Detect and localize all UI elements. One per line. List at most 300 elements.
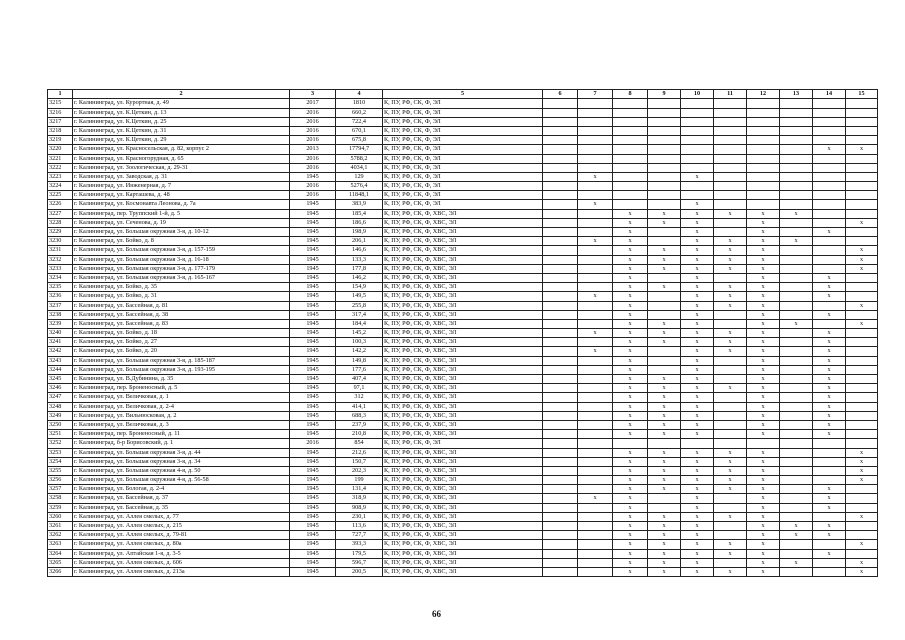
mark-cell-8: x (613, 448, 648, 457)
row-number: 3250 (48, 420, 73, 429)
mark-cell-13 (780, 310, 813, 319)
mark-cell-9: x (648, 540, 681, 549)
mark-cell-13 (780, 136, 813, 145)
works-cell: К, ПУ, РФ, СК, Ф, ЭЛ (383, 439, 543, 448)
mark-cell-14 (813, 448, 846, 457)
works-cell: К, ПУ, РФ, СК, Ф, ХВС, ЭЛ (383, 218, 543, 227)
mark-cell-14: x (813, 402, 846, 411)
mark-cell-7 (578, 163, 613, 172)
area-cell: 722,4 (336, 117, 383, 126)
mark-cell-14: x (813, 273, 846, 282)
mark-cell-12 (747, 108, 780, 117)
mark-cell-14: x (813, 420, 846, 429)
mark-cell-13 (780, 540, 813, 549)
table-row (48, 402, 878, 411)
mark-cell-7 (578, 420, 613, 429)
mark-cell-6 (543, 384, 578, 393)
mark-cell-10: x (681, 558, 714, 567)
row-number: 3258 (48, 494, 73, 503)
mark-cell-11: x (714, 549, 747, 558)
year-cell: 1945 (290, 485, 336, 494)
mark-cell-14: x (813, 365, 846, 374)
mark-cell-11 (714, 503, 747, 512)
mark-cell-10: x (681, 347, 714, 356)
mark-cell-15: x (846, 540, 878, 549)
year-cell: 1945 (290, 292, 336, 301)
mark-cell-12: x (747, 283, 780, 292)
buildings-table (47, 89, 878, 577)
mark-cell-8: x (613, 567, 648, 576)
table-row (48, 512, 878, 521)
mark-cell-8: x (613, 485, 648, 494)
works-cell: К, ПУ, РФ, СК, Ф, ХВС, ЭЛ (383, 237, 543, 246)
works-cell: К, ПУ, РФ, СК, Ф, ХВС, ЭЛ (383, 457, 543, 466)
works-cell: К, ПУ, РФ, СК, Ф, ХВС, ЭЛ (383, 558, 543, 567)
address-cell: г. Калининград, ул. Бассейная, д. 81 (73, 301, 290, 310)
mark-cell-15 (846, 182, 878, 191)
mark-cell-7 (578, 439, 613, 448)
mark-cell-11: x (714, 448, 747, 457)
address-cell: г. Калининград, ул. Бойко, д. 27 (73, 338, 290, 347)
mark-cell-13 (780, 200, 813, 209)
mark-cell-12: x (747, 549, 780, 558)
mark-cell-12: x (747, 292, 780, 301)
works-cell: К, ПУ, РФ, СК, Ф, ХВС, ЭЛ (383, 494, 543, 503)
area-cell: 184,4 (336, 319, 383, 328)
address-cell: г. Калининград, ул. Большая окружная 4-я, д. 56-58 (73, 476, 290, 485)
works-cell: К, ПУ, РФ, СК, Ф, ХВС, ЭЛ (383, 384, 543, 393)
mark-cell-14 (813, 567, 846, 576)
year-cell: 2013 (290, 145, 336, 154)
row-number: 3261 (48, 522, 73, 531)
mark-cell-13 (780, 172, 813, 181)
year-cell: 1945 (290, 402, 336, 411)
mark-cell-11: x (714, 329, 747, 338)
address-cell: г. Калининград, ул. Бойко, д. 35 (73, 283, 290, 292)
mark-cell-13 (780, 448, 813, 457)
mark-cell-6 (543, 99, 578, 108)
row-number: 3239 (48, 319, 73, 328)
mark-cell-13 (780, 494, 813, 503)
mark-cell-14 (813, 540, 846, 549)
mark-cell-9 (648, 301, 681, 310)
mark-cell-6 (543, 145, 578, 154)
mark-cell-10: x (681, 430, 714, 439)
mark-cell-9: x (648, 375, 681, 384)
address-cell: г. Калининград, б-р Борисовский, д. 1 (73, 439, 290, 448)
address-cell: г. Калининград, ул. Бойко, д. 20 (73, 347, 290, 356)
address-cell: г. Калининград, ул. Аллея смелых, д. 80а (73, 540, 290, 549)
mark-cell-9 (648, 154, 681, 163)
area-cell: 908,9 (336, 503, 383, 512)
mark-cell-9: x (648, 393, 681, 402)
mark-cell-8: x (613, 292, 648, 301)
table-row (48, 329, 878, 338)
works-cell: К, ПУ, РФ, СК, Ф, ХВС, ЭЛ (383, 301, 543, 310)
mark-cell-10 (681, 145, 714, 154)
address-cell: г. Калининград, ул. Большая окружная 3-я, д. 193-195 (73, 365, 290, 374)
mark-cell-11 (714, 154, 747, 163)
mark-cell-12 (747, 154, 780, 163)
mark-cell-15 (846, 191, 878, 200)
mark-cell-11: x (714, 246, 747, 255)
year-cell: 1945 (290, 200, 336, 209)
mark-cell-7 (578, 503, 613, 512)
works-cell: К, ПУ, РФ, СК, Ф, ХВС, ЭЛ (383, 512, 543, 521)
works-cell: К, ПУ, РФ, СК, Ф, ХВС, ЭЛ (383, 503, 543, 512)
mark-cell-13 (780, 163, 813, 172)
year-cell: 1945 (290, 338, 336, 347)
row-number: 3247 (48, 393, 73, 402)
address-cell: г. Калининград, ул. В.Дубинина, д. 35 (73, 375, 290, 384)
table-row (48, 439, 878, 448)
mark-cell-7 (578, 99, 613, 108)
table-row (48, 283, 878, 292)
mark-cell-10 (681, 163, 714, 172)
mark-cell-8: x (613, 457, 648, 466)
mark-cell-13: x (780, 209, 813, 218)
mark-cell-15 (846, 430, 878, 439)
mark-cell-6 (543, 476, 578, 485)
mark-cell-11: x (714, 338, 747, 347)
year-cell: 1945 (290, 283, 336, 292)
table-row (48, 154, 878, 163)
mark-cell-8: x (613, 375, 648, 384)
mark-cell-7 (578, 310, 613, 319)
mark-cell-12: x (747, 512, 780, 521)
mark-cell-14 (813, 172, 846, 181)
mark-cell-14 (813, 136, 846, 145)
mark-cell-13 (780, 420, 813, 429)
area-cell: 318,9 (336, 494, 383, 503)
year-cell: 1945 (290, 246, 336, 255)
mark-cell-6 (543, 549, 578, 558)
table-row (48, 466, 878, 475)
area-cell: 206,1 (336, 237, 383, 246)
area-cell: 17794,7 (336, 145, 383, 154)
mark-cell-13 (780, 393, 813, 402)
mark-cell-14 (813, 255, 846, 264)
mark-cell-9: x (648, 522, 681, 531)
year-cell: 1945 (290, 567, 336, 576)
mark-cell-8: x (613, 310, 648, 319)
row-number: 3218 (48, 126, 73, 135)
mark-cell-8: x (613, 512, 648, 521)
mark-cell-8: x (613, 338, 648, 347)
table-row (48, 126, 878, 135)
mark-cell-9: x (648, 567, 681, 576)
header-cell-14: 14 (813, 90, 846, 99)
mark-cell-14 (813, 182, 846, 191)
works-cell: К, ПУ, РФ, СК, Ф, ХВС, ЭЛ (383, 393, 543, 402)
mark-cell-14 (813, 117, 846, 126)
mark-cell-7 (578, 255, 613, 264)
year-cell: 1945 (290, 558, 336, 567)
table-row (48, 237, 878, 246)
mark-cell-11 (714, 558, 747, 567)
row-number: 3223 (48, 172, 73, 181)
address-cell: г. Калининград, ул. Красногорудная, д. 65 (73, 154, 290, 163)
year-cell: 2016 (290, 108, 336, 117)
table-row (48, 485, 878, 494)
mark-cell-11 (714, 319, 747, 328)
works-cell: К, ПУ, РФ, СК, Ф, ХВС, ЭЛ (383, 549, 543, 558)
mark-cell-10: x (681, 273, 714, 282)
mark-cell-7 (578, 430, 613, 439)
mark-cell-11 (714, 393, 747, 402)
address-cell: г. Калининград, ул. Заводская, д. 31 (73, 172, 290, 181)
mark-cell-10: x (681, 255, 714, 264)
area-cell: 199 (336, 476, 383, 485)
mark-cell-12 (747, 99, 780, 108)
mark-cell-12: x (747, 228, 780, 237)
mark-cell-14: x (813, 411, 846, 420)
header-cell-4: 4 (336, 90, 383, 99)
mark-cell-14 (813, 264, 846, 273)
mark-cell-9: x (648, 218, 681, 227)
year-cell: 1945 (290, 540, 336, 549)
mark-cell-11: x (714, 384, 747, 393)
mark-cell-12: x (747, 494, 780, 503)
works-cell: К, ПУ, РФ, СК, Ф, ХВС, ЭЛ (383, 540, 543, 549)
mark-cell-7 (578, 338, 613, 347)
year-cell: 1945 (290, 503, 336, 512)
mark-cell-8 (613, 191, 648, 200)
address-cell: г. Калининград, ул. Бойко, д. 31 (73, 292, 290, 301)
mark-cell-6 (543, 154, 578, 163)
area-cell: 146,6 (336, 246, 383, 255)
year-cell: 1945 (290, 448, 336, 457)
mark-cell-11: x (714, 292, 747, 301)
mark-cell-11 (714, 117, 747, 126)
mark-cell-10 (681, 182, 714, 191)
mark-cell-10: x (681, 448, 714, 457)
mark-cell-11: x (714, 301, 747, 310)
mark-cell-10: x (681, 531, 714, 540)
mark-cell-9: x (648, 246, 681, 255)
mark-cell-15 (846, 117, 878, 126)
works-cell: К, ПУ, РФ, СК, Ф, ХВС, ЭЛ (383, 531, 543, 540)
mark-cell-12: x (747, 567, 780, 576)
mark-cell-7 (578, 246, 613, 255)
row-number: 3234 (48, 273, 73, 282)
mark-cell-8: x (613, 430, 648, 439)
mark-cell-10: x (681, 402, 714, 411)
works-cell: К, ПУ, РФ, СК, Ф, ЭЛ (383, 163, 543, 172)
table-row (48, 384, 878, 393)
mark-cell-6 (543, 558, 578, 567)
mark-cell-14: x (813, 310, 846, 319)
mark-cell-8 (613, 172, 648, 181)
mark-cell-12: x (747, 246, 780, 255)
mark-cell-14 (813, 209, 846, 218)
mark-cell-7: x (578, 292, 613, 301)
mark-cell-10 (681, 154, 714, 163)
mark-cell-11 (714, 182, 747, 191)
mark-cell-15 (846, 228, 878, 237)
table-row (48, 393, 878, 402)
works-cell: К, ПУ, РФ, СК, Ф, ХВС, ЭЛ (383, 466, 543, 475)
mark-cell-10: x (681, 522, 714, 531)
mark-cell-11 (714, 99, 747, 108)
address-cell: г. Калининград, ул. Аллея смелых, д. 213а (73, 567, 290, 576)
year-cell: 1945 (290, 237, 336, 246)
mark-cell-15 (846, 338, 878, 347)
table-row (48, 264, 878, 273)
area-cell: 177,6 (336, 365, 383, 374)
mark-cell-6 (543, 448, 578, 457)
mark-cell-14: x (813, 338, 846, 347)
mark-cell-12: x (747, 237, 780, 246)
mark-cell-7 (578, 522, 613, 531)
mark-cell-13 (780, 457, 813, 466)
mark-cell-7 (578, 393, 613, 402)
mark-cell-14: x (813, 430, 846, 439)
mark-cell-9 (648, 365, 681, 374)
address-cell: г. Калининград, ул. Бологая, д. 2-4 (73, 485, 290, 494)
row-number: 3246 (48, 384, 73, 393)
year-cell: 1945 (290, 347, 336, 356)
mark-cell-8 (613, 439, 648, 448)
mark-cell-7 (578, 301, 613, 310)
table-row (48, 145, 878, 154)
mark-cell-10: x (681, 503, 714, 512)
mark-cell-6 (543, 310, 578, 319)
mark-cell-14 (813, 163, 846, 172)
year-cell: 1945 (290, 365, 336, 374)
mark-cell-11: x (714, 255, 747, 264)
mark-cell-7 (578, 154, 613, 163)
year-cell: 1945 (290, 549, 336, 558)
row-number: 3217 (48, 117, 73, 126)
mark-cell-8: x (613, 531, 648, 540)
mark-cell-14: x (813, 485, 846, 494)
table-row (48, 494, 878, 503)
year-cell: 1945 (290, 457, 336, 466)
mark-cell-10 (681, 136, 714, 145)
mark-cell-12 (747, 182, 780, 191)
mark-cell-14: x (813, 375, 846, 384)
address-cell: г. Калининград, пер. Броненосный, д. 11 (73, 430, 290, 439)
mark-cell-10: x (681, 466, 714, 475)
mark-cell-6 (543, 246, 578, 255)
mark-cell-8: x (613, 228, 648, 237)
mark-cell-10: x (681, 228, 714, 237)
works-cell: К, ПУ, РФ, СК, Ф, ЭЛ (383, 182, 543, 191)
area-cell: 212,6 (336, 448, 383, 457)
works-cell: К, ПУ, РФ, СК, Ф, ЭЛ (383, 145, 543, 154)
mark-cell-12: x (747, 420, 780, 429)
year-cell: 1945 (290, 531, 336, 540)
mark-cell-9 (648, 117, 681, 126)
mark-cell-13 (780, 329, 813, 338)
mark-cell-9 (648, 237, 681, 246)
header-cell-2: 2 (73, 90, 290, 99)
table-row (48, 411, 878, 420)
mark-cell-10: x (681, 209, 714, 218)
mark-cell-11 (714, 126, 747, 135)
mark-cell-13: x (780, 522, 813, 531)
area-cell: 129 (336, 172, 383, 181)
mark-cell-11 (714, 356, 747, 365)
mark-cell-15 (846, 393, 878, 402)
mark-cell-12: x (747, 503, 780, 512)
works-cell: К, ПУ, РФ, СК, Ф, ХВС, ЭЛ (383, 283, 543, 292)
mark-cell-15: x (846, 246, 878, 255)
mark-cell-7 (578, 466, 613, 475)
area-cell: 383,9 (336, 200, 383, 209)
mark-cell-15 (846, 347, 878, 356)
mark-cell-7 (578, 531, 613, 540)
mark-cell-9 (648, 182, 681, 191)
mark-cell-8: x (613, 237, 648, 246)
mark-cell-15 (846, 402, 878, 411)
mark-cell-9: x (648, 549, 681, 558)
mark-cell-12: x (747, 264, 780, 273)
works-cell: К, ПУ, РФ, СК, Ф, ХВС, ЭЛ (383, 365, 543, 374)
mark-cell-6 (543, 182, 578, 191)
table-row (48, 347, 878, 356)
mark-cell-8: x (613, 411, 648, 420)
row-number: 3263 (48, 540, 73, 549)
area-cell: 154,9 (336, 283, 383, 292)
mark-cell-9: x (648, 319, 681, 328)
mark-cell-11 (714, 531, 747, 540)
works-cell: К, ПУ, РФ, СК, Ф, ХВС, ЭЛ (383, 228, 543, 237)
row-number: 3251 (48, 430, 73, 439)
mark-cell-8: x (613, 540, 648, 549)
header-cell-5: 5 (383, 90, 543, 99)
mark-cell-9: x (648, 430, 681, 439)
mark-cell-8: x (613, 209, 648, 218)
mark-cell-14: x (813, 503, 846, 512)
mark-cell-14: x (813, 494, 846, 503)
table-row (48, 558, 878, 567)
mark-cell-8: x (613, 365, 648, 374)
mark-cell-9 (648, 200, 681, 209)
header-row (48, 90, 878, 99)
address-cell: г. Калининград, ул. Величковая, д. 3 (73, 420, 290, 429)
mark-cell-14 (813, 439, 846, 448)
mark-cell-11 (714, 191, 747, 200)
year-cell: 1945 (290, 494, 336, 503)
row-number: 3227 (48, 209, 73, 218)
mark-cell-9 (648, 136, 681, 145)
header-cell-15: 15 (846, 90, 878, 99)
mark-cell-12: x (747, 255, 780, 264)
mark-cell-9 (648, 273, 681, 282)
mark-cell-10 (681, 126, 714, 135)
mark-cell-10: x (681, 283, 714, 292)
mark-cell-15: x (846, 301, 878, 310)
mark-cell-9 (648, 439, 681, 448)
mark-cell-6 (543, 540, 578, 549)
mark-cell-13: x (780, 319, 813, 328)
area-cell: 237,9 (336, 420, 383, 429)
mark-cell-8: x (613, 466, 648, 475)
area-cell: 255,8 (336, 301, 383, 310)
address-cell: г. Калининград, ул. Инженерная, д. 7 (73, 182, 290, 191)
mark-cell-10: x (681, 338, 714, 347)
mark-cell-12: x (747, 329, 780, 338)
mark-cell-7: x (578, 347, 613, 356)
mark-cell-12: x (747, 319, 780, 328)
area-cell: 198,9 (336, 228, 383, 237)
year-cell: 2016 (290, 439, 336, 448)
row-number: 3255 (48, 466, 73, 475)
mark-cell-15 (846, 439, 878, 448)
row-number: 3252 (48, 439, 73, 448)
